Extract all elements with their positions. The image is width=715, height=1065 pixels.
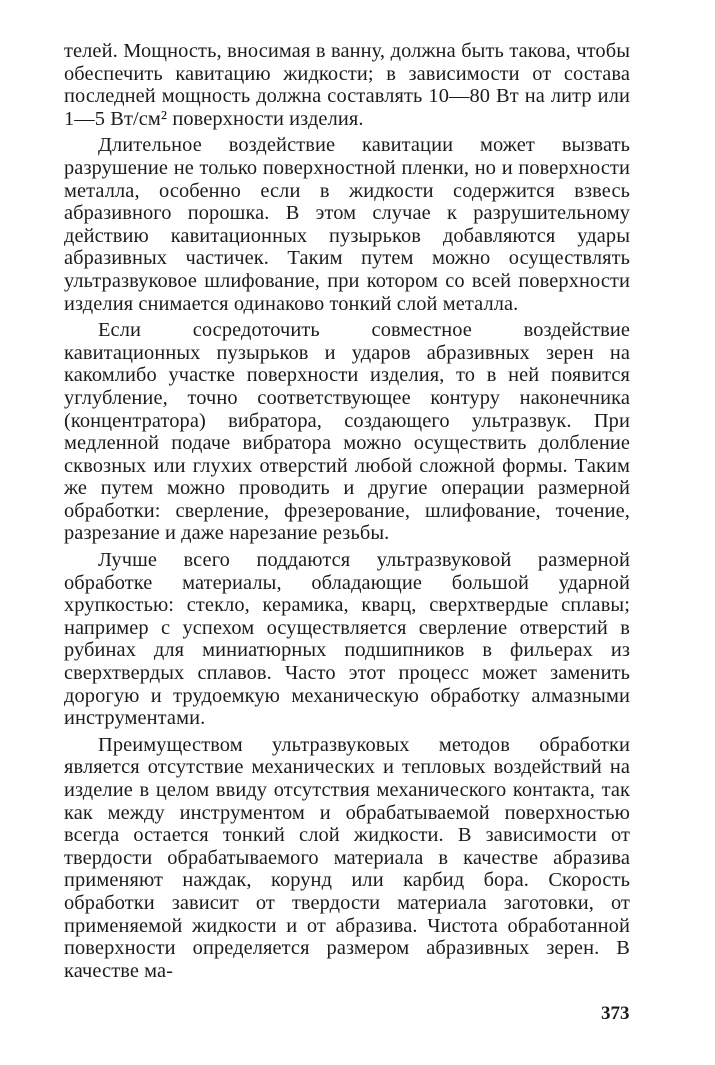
paragraph-1: телей. Мощность, вносимая в ванну, должна быть такова, чтобы обеспечить кавитацию жидкости; в зависимости от состава последней мощность должна составлять 10—80 Вт на литр или 1—5 Вт/см² поверхности изделия. <box>64 40 630 130</box>
paragraph-2: Длительное воздействие кавитации может вызвать разрушение не только поверхностной пленки, но и поверхности металла, особенно если в жидкости содержится взвесь абразивного порошка. В этом случае к разрушительному действию кавитационных пузырьков добавляются удары абразивных частичек. Таким путем можно осуществлять ультразвуковое шлифование, при котором со всей поверхности изделия снимается одинаково тонкий слой металла. <box>64 134 630 315</box>
page-body <box>64 40 630 986</box>
page-number: 373 <box>601 1003 630 1024</box>
paragraph-4: Лучше всего поддаются ультразвуковой размерной обработке материалы, обладающие большой ударной хрупкостью: стекло, керамика, кварц, сверхтвердые сплавы; например с успехом осуществляется сверление отверстий в рубинах для миниатюрных подшипников в фильерах из сверхтвердых сплавов. Часто этот процесс может заменить дорогую и трудоемкую механическую обработку алмазными инструментами. <box>64 549 630 730</box>
paragraph-3: Если сосредоточить совместное воздействие кавитационных пузырьков и ударов абразивных зерен на какомлибо участке поверхности изделия, то в ней появится углубление, точно соответствующее контуру наконечника (концентратора) вибратора, создающего ультразвук. При медленной подаче вибратора можно осуществить долбление сквозных или глухих отверстий любой сложной формы. Таким же путем можно проводить и другие операции размерной обработки: сверление, фрезерование, шлифование, точение, разрезание и даже нарезание резьбы. <box>64 319 630 545</box>
paragraph-5: Преимуществом ультразвуковых методов обработки является отсутствие механических и тепловых воздействий на изделие в целом ввиду отсутствия механического контакта, так как между инструментом и обрабатываемой поверхностью всегда остается тонкий слой жидкости. В зависимости от твердости обрабатываемого материала в качестве абразива применяют наждак, корунд или карбид бора. Скорость обработки зависит от твердости материала заготовки, от применяемой жидкости и от абразива. Чистота обработанной поверхности определяется размером абразивных зерен. В качестве ма- <box>64 733 630 982</box>
